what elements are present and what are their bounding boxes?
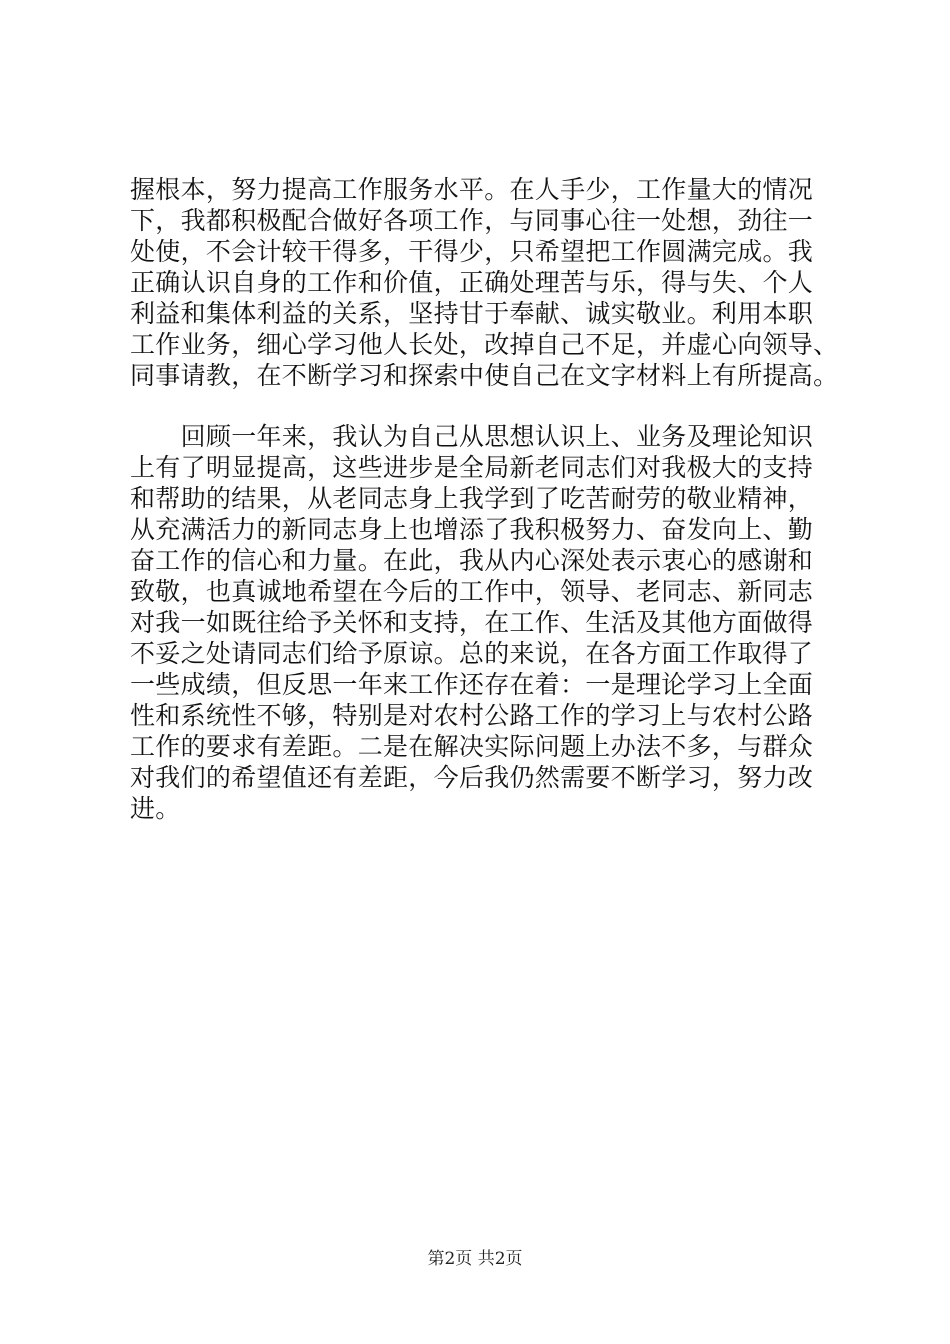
text-line: 和帮助的结果，从老同志身上我学到了吃苦耐劳的敬业精神， (130, 484, 814, 513)
text-line: 从充满活力的新同志身上也增添了我积极努力、奋发向上、勤 (130, 515, 814, 544)
paragraph-1 (130, 174, 855, 391)
text-line: 对我们的希望值还有差距，今后我仍然需要不断学习，努力改 (130, 763, 814, 792)
text-line: 一些成绩，但反思一年来工作还存在着：一是理论学习上全面 (130, 670, 814, 699)
text-line: 进。 (130, 794, 181, 823)
paragraph-spacing (130, 391, 855, 421)
paragraph-2 (130, 421, 855, 824)
text-line: 处使，不会计较干得多，干得少，只希望把工作圆满完成。我 (130, 237, 814, 266)
text-line: 奋工作的信心和力量。在此，我从内心深处表示衷心的感谢和 (130, 546, 814, 575)
text-line: 正确认识自身的工作和价值，正确处理苦与乐，得与失、个人 (130, 268, 814, 297)
text-line: 回顾一年来，我认为自己从思想认识上、业务及理论知识 (130, 422, 814, 451)
text-line: 性和系统性不够，特别是对农村公路工作的学习上与农村公路 (130, 701, 814, 730)
document-body (130, 174, 855, 824)
text-line: 工作业务，细心学习他人长处，改掉自己不足，并虚心向领导、 (130, 330, 839, 359)
text-line: 不妥之处请同志们给予原谅。总的来说，在各方面工作取得了 (130, 639, 814, 668)
text-line: 同事请教，在不断学习和探索中使自己在文字材料上有所提高。 (130, 361, 839, 390)
text-line: 下，我都积极配合做好各项工作，与同事心往一处想，劲往一 (130, 206, 814, 235)
text-line: 工作的要求有差距。二是在解决实际问题上办法不多，与群众 (130, 732, 814, 761)
text-line: 握根本，努力提高工作服务水平。在人手少，工作量大的情况 (130, 175, 814, 204)
text-line: 致敬，也真诚地希望在今后的工作中，领导、老同志、新同志 (130, 577, 814, 606)
page-footer: 第2页 共2页 (427, 1249, 523, 1269)
text-line: 上有了明显提高，这些进步是全局新老同志们对我极大的支持 (130, 453, 814, 482)
text-line: 利益和集体利益的关系，坚持甘于奉献、诚实敬业。利用本职 (130, 299, 814, 328)
text-line: 对我一如既往给予关怀和支持，在工作、生活及其他方面做得 (130, 608, 814, 637)
